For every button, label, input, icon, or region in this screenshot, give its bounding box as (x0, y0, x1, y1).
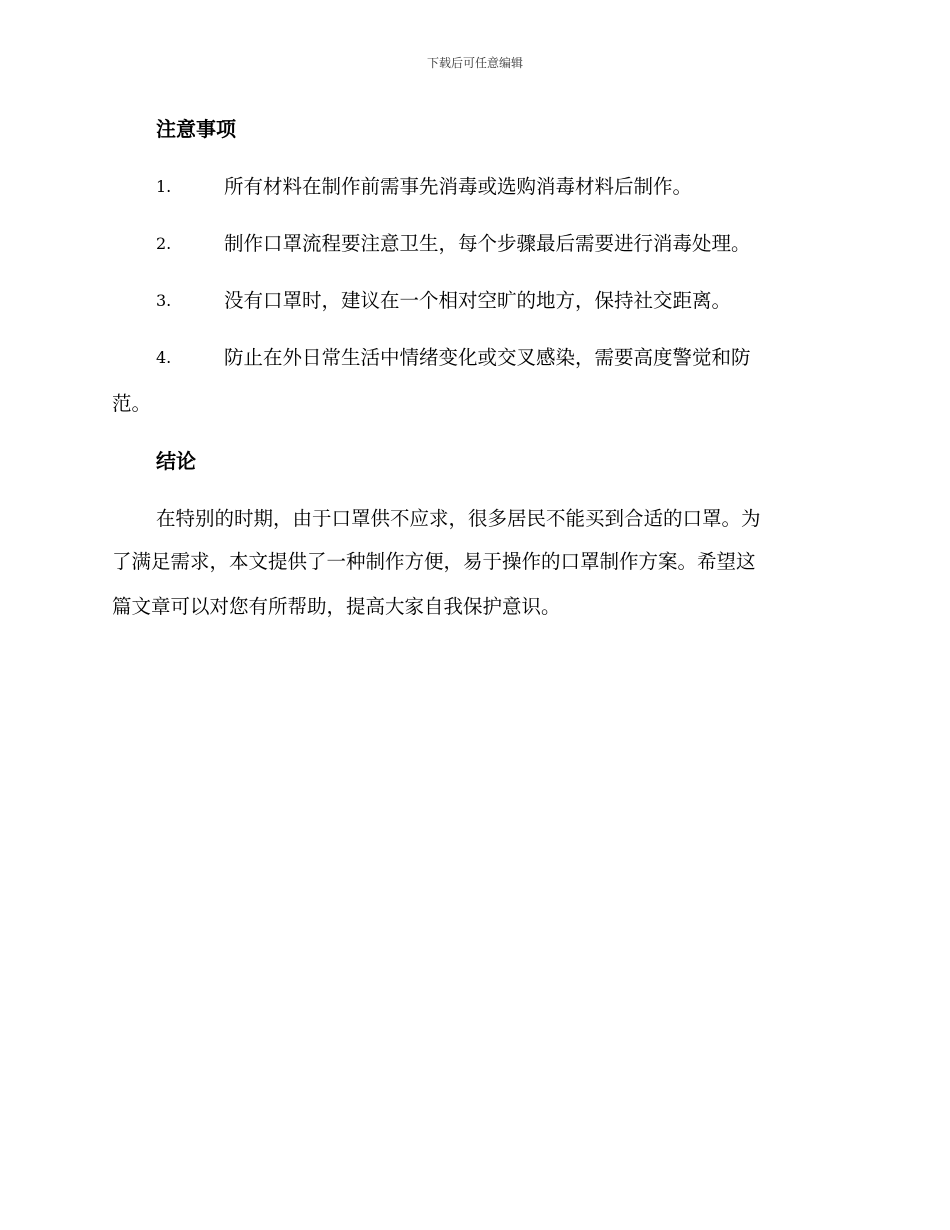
list-number: 2. (156, 234, 172, 253)
list-number: 4. (156, 348, 172, 367)
paragraph-line: 在特别的时期，由于口罩供不应求，很多居民不能买到合适的口罩。为 (156, 507, 761, 530)
list-number: 1. (156, 177, 172, 196)
list-item (0, 343, 950, 373)
list-item (0, 172, 950, 202)
list-item (0, 229, 950, 259)
section-heading-notes: 注意事项 (156, 117, 236, 141)
paragraph-line: 了满足需求，本文提供了一种制作方便，易于操作的口罩制作方案。希望这 (112, 550, 756, 573)
list-item (0, 286, 950, 316)
list-text: 所有材料在制作前需事先消毒或选购消毒材料后制作。 (224, 175, 693, 198)
list-item-continuation: 范。 (112, 392, 152, 415)
list-text: 没有口罩时，建议在一个相对空旷的地方，保持社交距离。 (224, 289, 732, 312)
section-heading-conclusion: 结论 (156, 449, 196, 473)
list-number: 3. (156, 291, 172, 310)
list-text: 制作口罩流程要注意卫生，每个步骤最后需要进行消毒处理。 (224, 232, 751, 255)
list-text: 防止在外日常生活中情绪变化或交叉感染，需要高度警觉和防 (224, 346, 751, 369)
page-header-note: 下载后可任意编辑 (426, 56, 523, 70)
paragraph-line: 篇文章可以对您有所帮助，提高大家自我保护意识。 (112, 595, 561, 618)
